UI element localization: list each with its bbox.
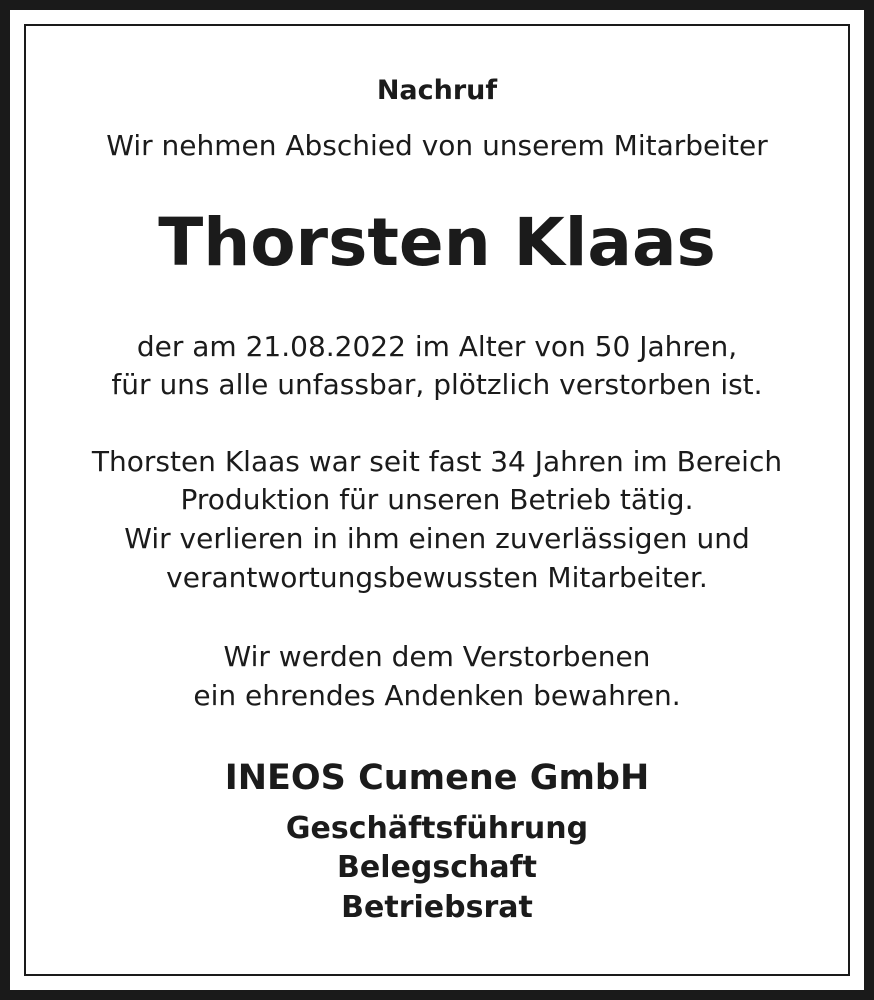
passing-line: der am 21.08.2022 im Alter von 50 Jahren, [136,330,738,363]
remembrance-line: Wir werden dem Verstorbenen [223,640,651,673]
passing-line: für uns alle unfassbar, plötzlich verstorben ist. [111,368,763,401]
signatory: Belegschaft [337,850,537,885]
signatory: Betriebsrat [341,890,533,925]
obituary-heading: Nachruf [376,75,498,106]
obituary-intro: Wir nehmen Abschied von unserem Mitarbeiter [106,129,768,162]
deceased-name: Thorsten Klaas [158,204,716,281]
tribute-line: Thorsten Klaas war seit fast 34 Jahren im Bereich [91,445,783,478]
tribute-line: Wir verlieren in ihm einen zuverlässigen und [124,522,750,555]
company-name: INEOS Cumene GmbH [224,758,650,798]
tribute-line: verantwortungsbewussten Mitarbeiter. [166,561,708,594]
signatory: Geschäftsführung [285,811,589,846]
remembrance-line: ein ehrendes Andenken bewahren. [193,679,681,712]
tribute-line: Produktion für unseren Betrieb tätig. [180,483,694,516]
